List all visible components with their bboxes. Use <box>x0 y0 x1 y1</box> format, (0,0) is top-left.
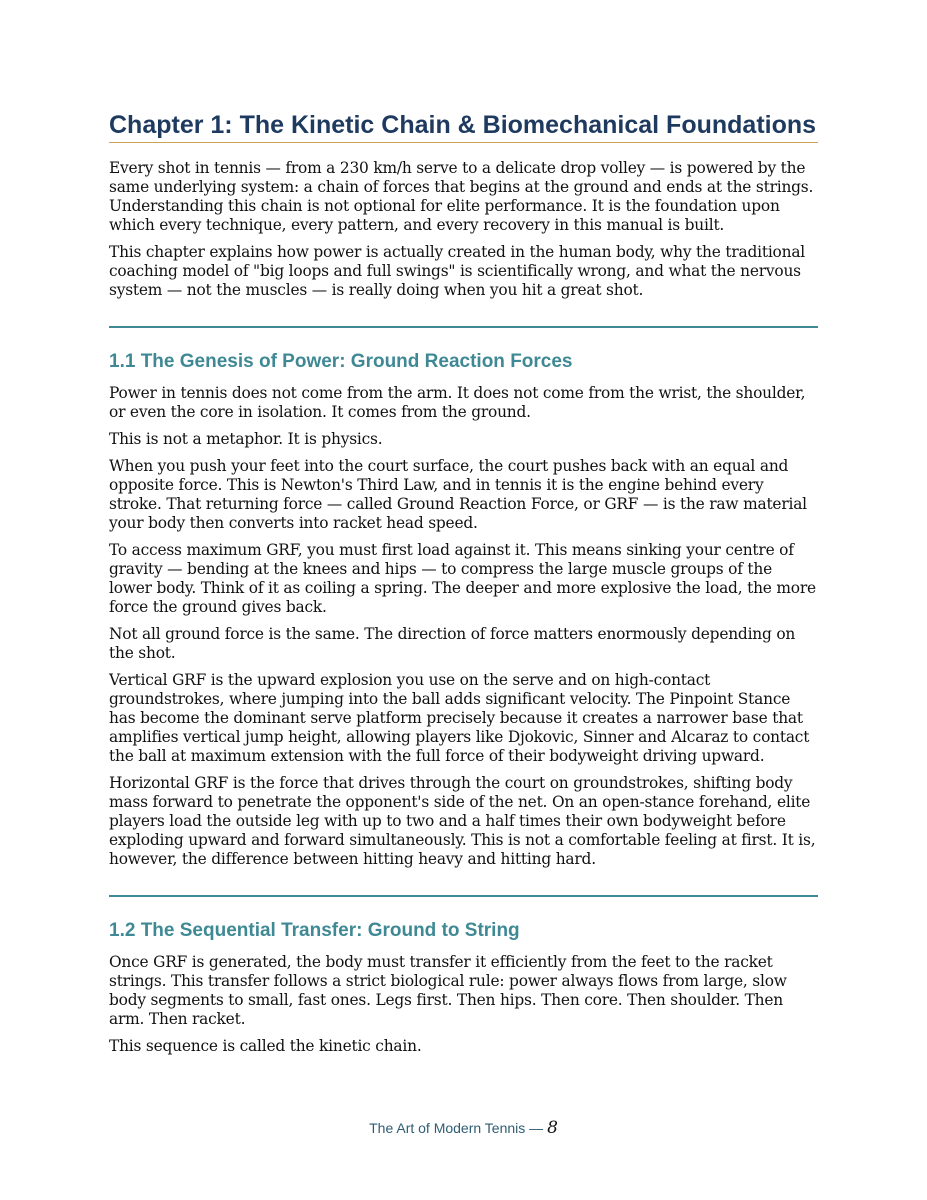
section-divider <box>109 895 818 897</box>
chapter-title: Chapter 1: The Kinetic Chain & Biomechanical Foundations <box>109 110 818 143</box>
body-paragraph: This sequence is called the kinetic chain. <box>109 1037 422 1055</box>
page-body <box>109 110 818 1064</box>
page-footer <box>0 1118 927 1138</box>
section-divider <box>109 326 818 328</box>
section-heading: 1.1 The Genesis of Power: Ground Reaction Forces <box>109 351 573 372</box>
intro-paragraph: Every shot in tennis — from a 230 km/h serve to a delicate drop volley — is powered by the same underlying system: a chain of forces that begins at the ground and ends at the strings. Understanding this chain is not optional for elite performance. It is the foundation upon which every technique, every pattern, and every recovery in this manual is built. <box>109 159 814 234</box>
intro-paragraph: This chapter explains how power is actually created in the human body, why the traditional coaching model of "big loops and full swings" is scientifically wrong, and what the nervous system — not the muscles — is really doing when you hit a great shot. <box>109 243 806 299</box>
footer-book-title: The Art of Modern Tennis — <box>369 1120 544 1136</box>
body-paragraph: Not all ground force is the same. The direction of force matters enormously depending on the shot. <box>109 625 796 662</box>
page-number: 8 <box>547 1118 558 1138</box>
section-heading: 1.2 The Sequential Transfer: Ground to String <box>109 920 520 941</box>
body-paragraph: When you push your feet into the court surface, the court pushes back with an equal and opposite force. This is Newton's Third Law, and in tennis it is the engine behind every stroke. That returning force — called Ground Reaction Force, or GRF — is the raw material your body then converts into racket head speed. <box>109 457 807 532</box>
body-paragraph: Horizontal GRF is the force that drives through the court on groundstrokes, shifting body mass forward to penetrate the opponent's side of the net. On an open-stance forehand, elite players load the outside leg with up to two and a half times their own bodyweight before exploding upward and forward simultaneously. This is not a comfortable feeling at first. It is, however, the difference between hitting heavy and hitting hard. <box>109 774 816 868</box>
body-paragraph: This is not a metaphor. It is physics. <box>109 430 383 448</box>
body-paragraph: Vertical GRF is the upward explosion you use on the serve and on high-contact groundstrokes, where jumping into the ball adds significant velocity. The Pinpoint Stance has become the dominant serve platform precisely because it creates a narrower base that amplifies vertical jump height, allowing players like Djokovic, Sinner and Alcaraz to contact the ball at maximum extension with the full force of their bodyweight driving upward. <box>109 671 810 765</box>
body-paragraph: To access maximum GRF, you must first load against it. This means sinking your centre of gravity — bending at the knees and hips — to compress the large muscle groups of the lower body. Think of it as coiling a spring. The deeper and more explosive the load, the more force the ground gives back. <box>109 541 816 616</box>
body-paragraph: Once GRF is generated, the body must transfer it efficiently from the feet to the racket strings. This transfer follows a strict biological rule: power always flows from large, slow body segments to small, fast ones. Legs first. Then hips. Then core. Then shoulder. Then arm. Then racket. <box>109 953 787 1028</box>
body-paragraph: Power in tennis does not come from the arm. It does not come from the wrist, the shoulder, or even the core in isolation. It comes from the ground. <box>109 384 806 421</box>
